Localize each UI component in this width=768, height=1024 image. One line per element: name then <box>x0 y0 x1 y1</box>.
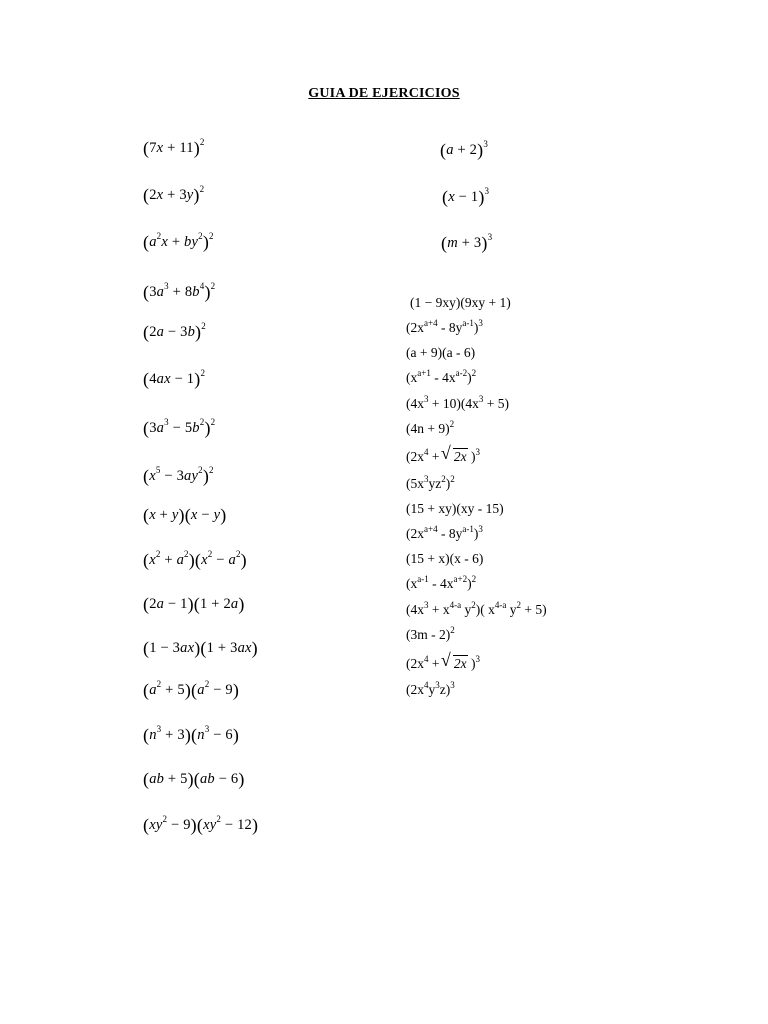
exercise-p12: $(x^{a-1} - 4x^{a+2})^2$ <box>406 574 477 591</box>
exercise-p16: $(2x^4y^3z)^3$ <box>406 680 455 697</box>
page-title: GUIA DE EJERCICIOS <box>308 86 460 101</box>
exercise-p2: $(2x^{a+4} - 8y^{a-1})^3$ <box>406 318 483 335</box>
exercise-p8: $(5x^3yz^2)^2$ <box>406 474 455 491</box>
exercise-cube-3: $(m + 3)^3$ <box>441 232 493 253</box>
exercise-p3: (a + 9)(a - 6) <box>406 345 476 360</box>
exercise-4: $(3a^3 + 8b^4)^2$ <box>143 281 216 302</box>
exercise-cube-1: $(a + 2)^3$ <box>440 139 489 160</box>
exercise-p1: (1 − 9xy)(9xy + 1) <box>410 295 511 310</box>
exercise-7: $(3a^3 - 5b^2)^2$ <box>143 417 216 438</box>
exercise-p14: (3m - 2)$^2$ <box>406 625 455 642</box>
exercise-p9: (15 + xy)(xy - 15) <box>406 501 504 516</box>
exercise-14: $(n^3 + 3)(n^3 - 6)$ <box>143 724 240 745</box>
exercise-p7: ($2x^4$ + √ 2x )$^3$ <box>406 448 480 465</box>
exercise-p10: $(2x^{a+4} - 8y^{a-1})^3$ <box>406 524 483 541</box>
exercise-12: (1 − 3ax)(1 + 3ax) <box>143 638 258 658</box>
exercise-11: (2a − 1)(1 + 2a) <box>143 594 245 614</box>
exercise-9: (x + y)(x − y) <box>143 505 227 525</box>
exercise-16: $(xy^2 - 9)(xy^2 - 12)$ <box>143 814 259 835</box>
exercise-10: $(x^2 + a^2)(x^2 - a^2)$ <box>143 549 247 570</box>
square-root-symbol: √ 2x <box>443 655 468 672</box>
exercise-13: $(a^2 + 5)(a^2 - 9)$ <box>143 679 240 700</box>
exercise-p11: (15 + x)(x - 6) <box>406 551 484 566</box>
exercise-15: (ab + 5)(ab − 6) <box>143 769 245 789</box>
exercise-p6: $(4n + 9)^2$ <box>406 419 455 436</box>
square-root-symbol: √ 2x <box>443 448 468 465</box>
exercise-p15: ($2x^4$ + √ 2x )$^3$ <box>406 655 480 672</box>
exercise-2: $(2x + 3y)^2$ <box>143 184 205 205</box>
exercise-3: $(a^2x + by^2)^2$ <box>143 231 214 252</box>
exercise-5: $(2a - 3b)^2$ <box>143 321 206 342</box>
exercise-p13: ($4x^3 + x^{4-a}$ $y^2$)( $x^{4-a}$ $y^2 + 5$) <box>406 600 547 617</box>
exercise-cube-2: $(x - 1)^3$ <box>442 186 490 207</box>
exercise-p5: $(4x^3 + 10)(4x^3 + 5)$ <box>406 394 509 411</box>
exercise-8: $(x^5 - 3ay^2)^2$ <box>143 465 214 486</box>
exercise-p4: $(x^{a+1} - 4x^{a-2})^2$ <box>406 368 477 385</box>
exercise-6: $(4ax - 1)^2$ <box>143 368 206 389</box>
exercise-1: $(7x + 11)^2$ <box>143 137 205 158</box>
